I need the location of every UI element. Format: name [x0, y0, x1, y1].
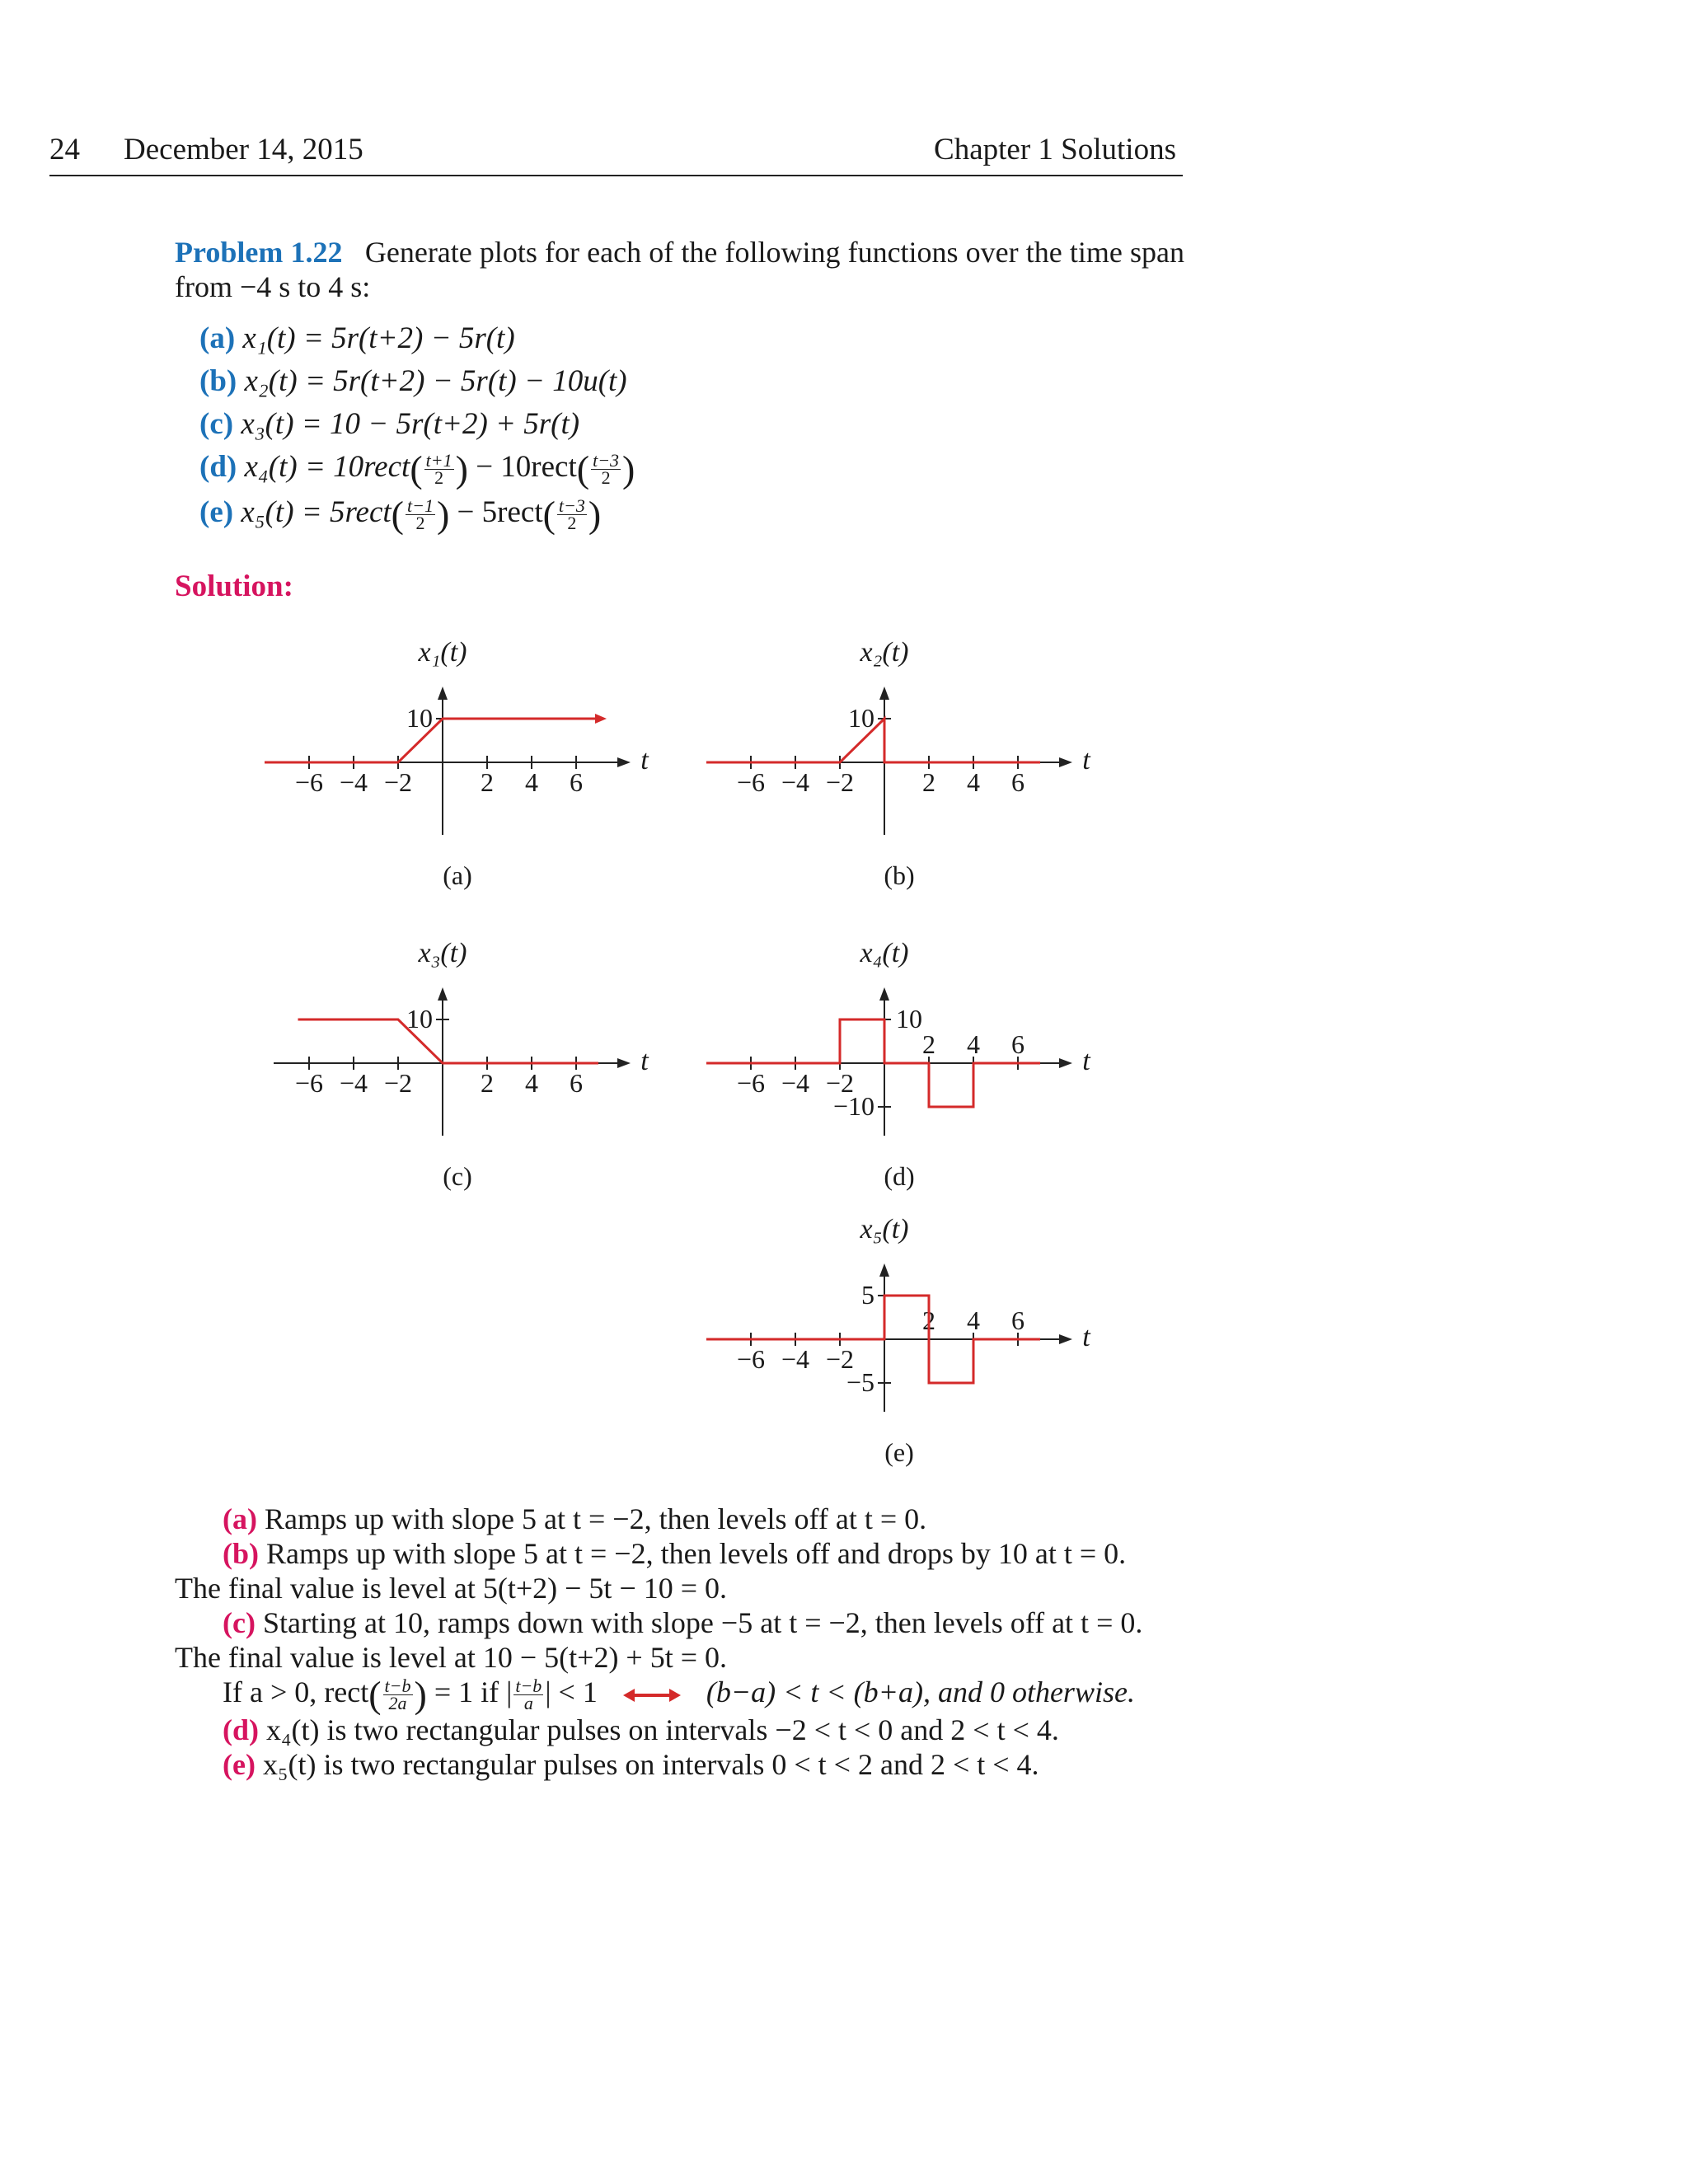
fraction: $\frac{t-b}{a}$ [515, 1675, 542, 1714]
equation-text: x₃(t) = 10 − 5r(t+2) + 5r(t) [241, 407, 580, 441]
answer-label: (a) [223, 1502, 257, 1535]
x-axis-label: t [640, 1046, 649, 1076]
equation-b [199, 360, 635, 403]
plot-title: x₂(t) [860, 637, 909, 668]
x-tick-label: −4 [781, 767, 810, 797]
equation-text: x₂(t) = 5r(t+2) − 5r(t) − 10u(t) [244, 364, 627, 398]
answer-text: x₄(t) is two rectangular pulses on intervals −2 < t < 0 and 2 < t < 4. [259, 1713, 1059, 1746]
problem-statement [175, 235, 1184, 304]
fraction: $\frac{t-3}{2}$ [593, 450, 620, 489]
x-tick-label: 4 [967, 1029, 980, 1059]
x-tick-label: 4 [967, 1305, 980, 1335]
plot-b [706, 637, 1091, 890]
x-tick-label: 2 [481, 767, 494, 797]
y-axis-arrow-icon [879, 1263, 889, 1277]
x-tick-label: −2 [825, 1068, 855, 1098]
equation-text: − 10rect [467, 450, 577, 484]
plot-title: x₄(t) [860, 938, 909, 968]
x-tick-label: 6 [1011, 767, 1025, 797]
answer-text: = 1 if | [426, 1675, 513, 1708]
plot-caption: (b) [884, 860, 915, 890]
x-tick-label: −4 [781, 1344, 810, 1374]
fraction: $\frac{t+1}{2}$ [425, 450, 452, 489]
x-tick-label: 4 [967, 767, 980, 797]
y-axis-arrow-icon [438, 987, 448, 1001]
equation-text: x₁(t) = 5r(t+2) − 5r(t) [242, 321, 515, 355]
x-tick-label: −6 [736, 767, 766, 797]
plot-caption: (c) [443, 1161, 472, 1191]
plot-title: x₁(t) [418, 637, 467, 668]
x-tick-label: −6 [294, 1068, 324, 1098]
x-axis-arrow-icon [617, 757, 631, 767]
signal-line [298, 1019, 599, 1063]
x-axis-label: t [1082, 1046, 1090, 1076]
answer-text: Ramps up with slope 5 at t = −2, then levels off at t = 0. [256, 1502, 927, 1535]
x-tick-label: −2 [383, 1068, 413, 1098]
x-tick-label: −6 [736, 1344, 766, 1374]
page-header [49, 132, 1183, 176]
plot-c [274, 938, 649, 1191]
x-axis-arrow-icon [1059, 757, 1072, 767]
equation-label: (b) [199, 364, 237, 398]
fraction: $\frac{t-3}{2}$ [558, 494, 585, 533]
y-axis-arrow-icon [438, 687, 448, 700]
answer-text: The final value is level at 5(t+2) − 5t − 10 = 0. [175, 1572, 728, 1605]
y-tick-label: 10 [896, 1004, 922, 1033]
answer-text: x₅(t) is two rectangular pulses on intervals 0 < t < 2 and 2 < t < 4. [255, 1747, 1039, 1781]
answer-label: (d) [223, 1713, 259, 1746]
x-tick-label: −6 [294, 767, 324, 797]
x-tick-label: −6 [736, 1068, 766, 1098]
y-tick-label: 10 [406, 703, 433, 733]
x-tick-label: 2 [481, 1068, 494, 1098]
x-tick-label: −2 [825, 767, 855, 797]
problem-label: Problem 1.22 [175, 236, 343, 269]
problem-text: Generate plots for each of the following functions over the time span from −4 s to 4 s: [175, 236, 1185, 303]
x-tick-label: 2 [922, 1305, 935, 1335]
plot-a [265, 637, 649, 890]
answers-block [175, 1502, 1184, 1782]
x-tick-label: 4 [525, 1068, 538, 1098]
solution-label: Solution: [175, 569, 293, 603]
header-date: December 14, 2015 [124, 133, 363, 166]
x-axis-label: t [1082, 745, 1090, 776]
answer-text: (b−a) < t < (b+a), and 0 otherwise. [706, 1675, 1135, 1708]
page-number: 24 [49, 133, 80, 166]
answer-text: Starting at 10, ramps down with slope −5 at t = −2, then levels off at t = 0. [255, 1606, 1143, 1639]
x-axis-label: t [1082, 1322, 1090, 1352]
equation-label: (d) [199, 450, 237, 484]
x-tick-label: 6 [570, 767, 583, 797]
equation-c [199, 403, 635, 446]
answer-text: | < 1 [545, 1675, 598, 1708]
double-arrow-icon [623, 1685, 681, 1705]
answer-label: (e) [223, 1747, 256, 1781]
x-tick-label: 6 [1011, 1305, 1025, 1335]
x-tick-label: 4 [525, 767, 538, 797]
equation-text: x₅(t) = 5rect [241, 494, 392, 529]
x-tick-label: −2 [825, 1344, 855, 1374]
equation-e: (e) x₅(t) = 5rect( $\frac{t-1}{2}$ ) − 5rect( $\frac{t-3}{2}$ ) [199, 493, 602, 536]
equation-label: (c) [199, 407, 234, 441]
answer-text: The final value is level at 10 − 5(t+2) + 5t = 0. [175, 1641, 728, 1674]
answer-label: (b) [223, 1537, 259, 1570]
equation-label: (a) [199, 321, 236, 355]
answer-text: Ramps up with slope 5 at t = −2, then levels off and drops by 10 at t = 0. [259, 1537, 1127, 1570]
x-tick-label: 6 [1011, 1029, 1025, 1059]
equation-a [199, 317, 635, 360]
y-tick-label: −5 [846, 1367, 874, 1397]
equation-d: (d) x₄(t) = 10rect( $\frac{t+1}{2}$ ) − 10rect( $\frac{t-3}{2}$ ) [199, 448, 635, 490]
x-axis-arrow-icon [1059, 1058, 1072, 1068]
plot-title: x₃(t) [418, 938, 467, 968]
x-axis-arrow-icon [1059, 1334, 1072, 1344]
x-axis-arrow-icon [617, 1058, 631, 1068]
plot-d [706, 938, 1091, 1191]
answer-label: (c) [223, 1606, 256, 1639]
x-tick-label: 2 [922, 1029, 935, 1059]
x-tick-label: 6 [570, 1068, 583, 1098]
plot-caption: (a) [443, 860, 472, 890]
equation-list [199, 317, 635, 536]
signal-arrow-icon [595, 714, 607, 724]
rect-definition: If a > 0, rect( $\frac{t-b}{2a}$ ) = 1 if | $\frac{t-b}{a}$ | < 1 (b−a) < t < (b+a), and 0 otherwise. [223, 1673, 1135, 1716]
y-tick-label: 5 [861, 1280, 874, 1310]
x-tick-label: 2 [922, 767, 935, 797]
fraction: $\frac{t-b}{2a}$ [384, 1675, 411, 1714]
x-tick-label: −2 [383, 767, 413, 797]
plot-caption: (d) [884, 1161, 915, 1191]
x-axis-label: t [640, 745, 649, 776]
plots-figure [0, 626, 1688, 1500]
x-tick-label: −4 [339, 1068, 368, 1098]
equation-text: − 5rect [449, 494, 543, 529]
plot-caption: (e) [884, 1437, 914, 1467]
header-chapter: Chapter 1 Solutions [934, 133, 1176, 166]
x-tick-label: −4 [339, 767, 368, 797]
y-axis-arrow-icon [879, 687, 889, 700]
y-tick-label: 10 [406, 1004, 433, 1033]
y-tick-label: 10 [848, 703, 874, 733]
answer-text: If a > 0, rect [223, 1675, 369, 1708]
plot-e [706, 1214, 1091, 1467]
fraction: $\frac{t-1}{2}$ [406, 494, 434, 533]
y-axis-arrow-icon [879, 987, 889, 1001]
plot-title: x₅(t) [860, 1214, 909, 1244]
equation-label: (e) [199, 494, 234, 529]
y-tick-label: −10 [832, 1091, 874, 1121]
x-tick-label: −4 [781, 1068, 810, 1098]
equation-text: x₄(t) = 10rect [244, 450, 410, 484]
